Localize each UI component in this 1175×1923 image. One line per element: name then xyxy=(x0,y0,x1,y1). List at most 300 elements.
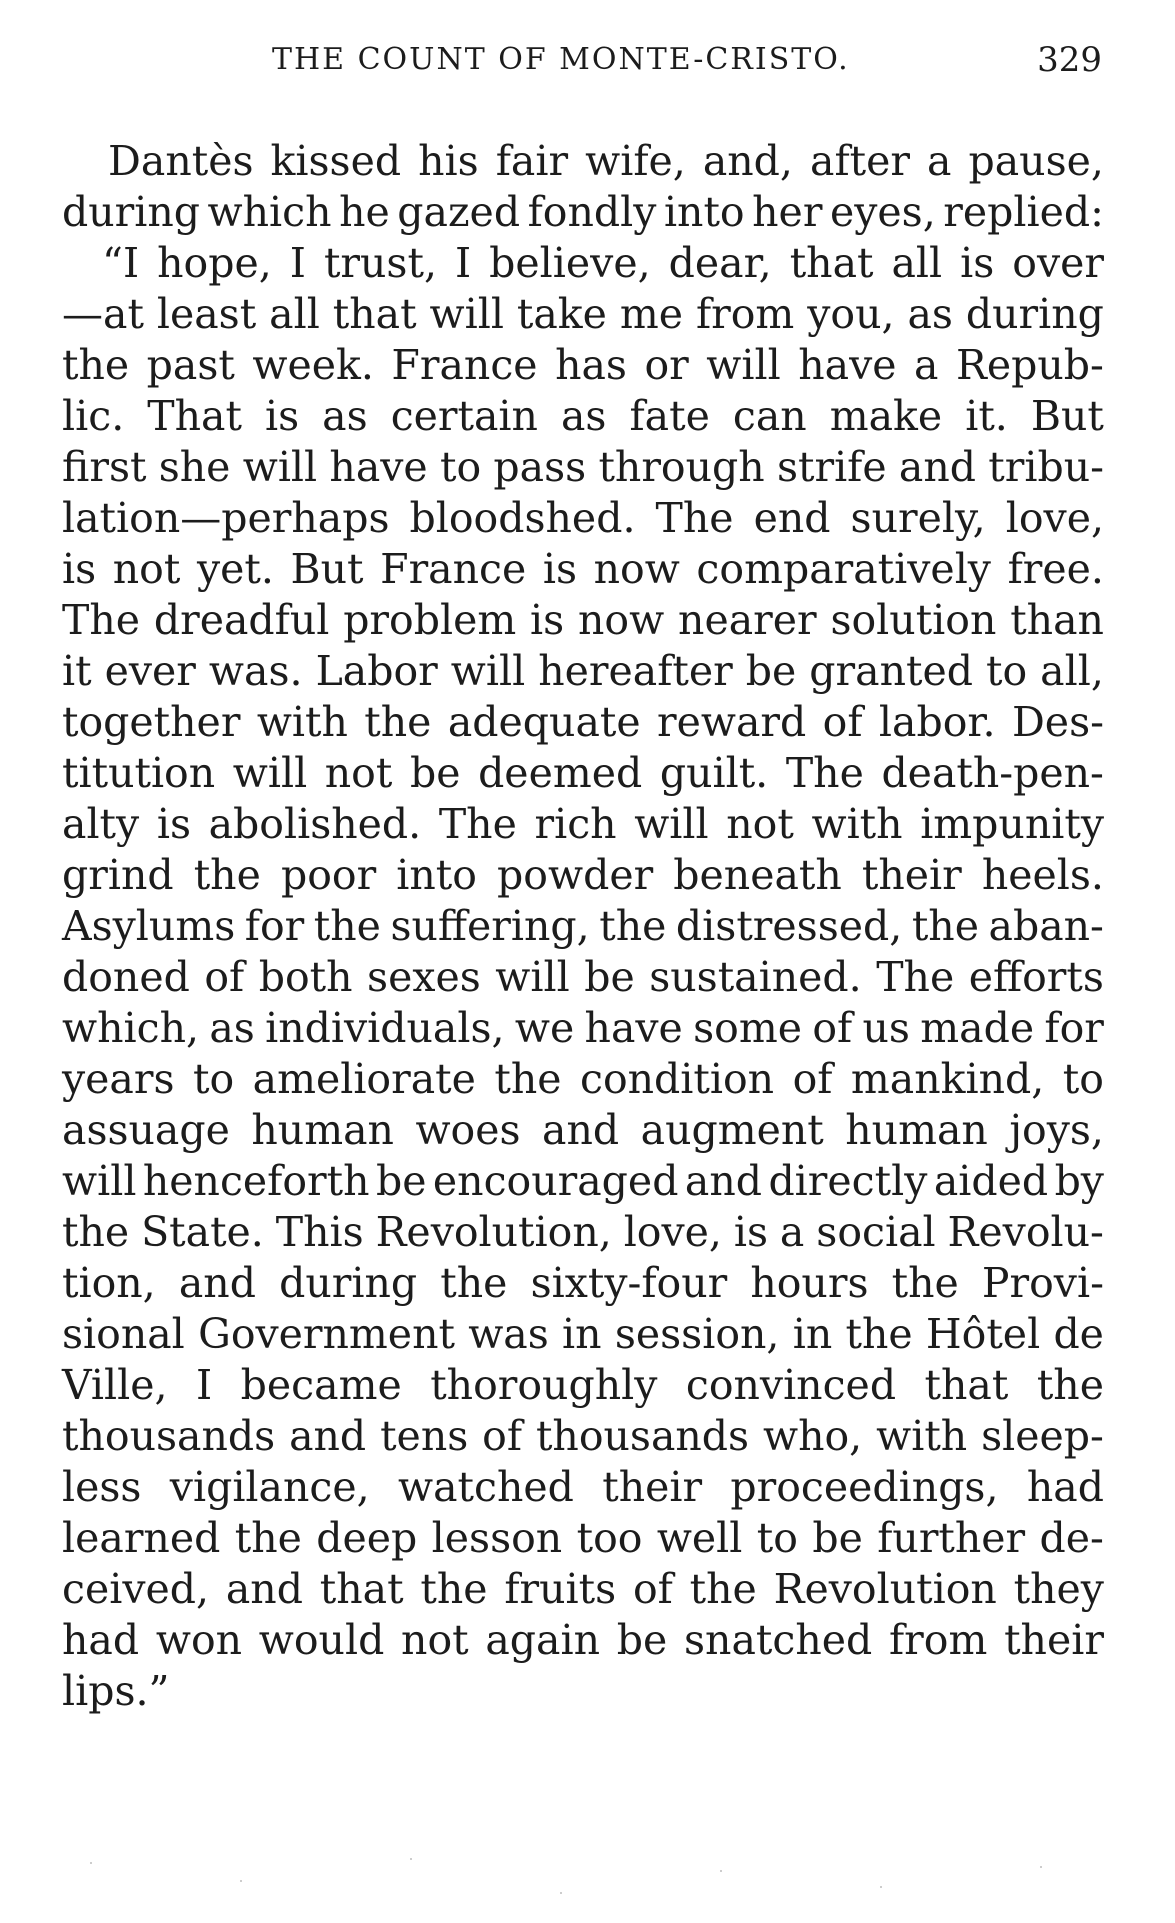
word: rich xyxy=(534,800,617,848)
word: the xyxy=(1036,1361,1104,1409)
word: France xyxy=(391,341,538,389)
word: suffering, xyxy=(390,902,590,950)
word: for xyxy=(244,902,305,950)
word: their xyxy=(861,851,962,899)
word: from xyxy=(888,1616,988,1664)
word: from xyxy=(695,290,795,338)
text-line xyxy=(62,1207,1104,1258)
word: is xyxy=(264,392,300,440)
word: Hôtel xyxy=(925,1310,1041,1358)
word: aban- xyxy=(988,902,1104,950)
word: sexes xyxy=(367,953,481,1001)
word: pause, xyxy=(968,137,1104,185)
word: that xyxy=(924,1361,1009,1409)
text-line xyxy=(62,1003,1104,1054)
word: now xyxy=(578,596,665,644)
word: I xyxy=(454,239,472,287)
word: the xyxy=(62,1208,130,1256)
word: too xyxy=(576,1514,643,1562)
text-line xyxy=(62,391,1104,442)
text-line xyxy=(62,1513,1104,1564)
word: eyes, xyxy=(829,188,936,236)
word: the xyxy=(911,902,979,950)
word: The xyxy=(62,596,141,644)
text-line xyxy=(62,1258,1104,1309)
text-line xyxy=(62,901,1104,952)
word: Revolu- xyxy=(947,1208,1104,1256)
word: make xyxy=(829,392,943,440)
word: he xyxy=(339,188,390,236)
word: beneath xyxy=(673,851,842,899)
word: tribu- xyxy=(988,443,1104,491)
word: hours xyxy=(750,1259,869,1307)
word: love, xyxy=(623,1208,722,1256)
word: will xyxy=(495,953,570,1001)
word: further xyxy=(877,1514,1026,1562)
word: will xyxy=(450,647,526,695)
word: together xyxy=(62,698,241,746)
word: powder xyxy=(497,851,654,899)
word: session, xyxy=(614,1310,780,1358)
word: But xyxy=(290,545,364,593)
word: adequate xyxy=(447,698,641,746)
text-line xyxy=(62,850,1104,901)
word: had xyxy=(1026,1463,1104,1511)
paper-speck xyxy=(720,1870,722,1872)
word: of xyxy=(812,1004,853,1052)
word: thoroughly xyxy=(430,1361,658,1409)
word: is xyxy=(62,545,97,593)
word: the xyxy=(364,698,432,746)
word: made xyxy=(920,1004,1035,1052)
word: a xyxy=(927,137,952,185)
word: henceforth xyxy=(142,1157,370,1205)
word: and xyxy=(684,1157,762,1205)
word: now xyxy=(593,545,680,593)
word: the xyxy=(599,902,667,950)
word: of xyxy=(633,1565,673,1613)
word: State. xyxy=(141,1208,264,1256)
word: not xyxy=(726,800,794,848)
word: the xyxy=(62,341,130,389)
word: we xyxy=(514,1004,575,1052)
word: comparatively xyxy=(696,545,991,593)
word: a xyxy=(779,1208,805,1256)
word: The xyxy=(655,494,734,542)
text-line xyxy=(62,136,1104,187)
text-line xyxy=(62,799,1104,850)
word: to xyxy=(439,443,482,491)
running-head xyxy=(62,42,1102,82)
word: gazed xyxy=(397,188,521,236)
word: fair xyxy=(495,137,569,185)
paper-speck xyxy=(410,1858,412,1860)
word: of xyxy=(822,698,863,746)
word: to xyxy=(756,1514,798,1562)
word: hereafter xyxy=(538,647,733,695)
word: the xyxy=(234,1514,302,1562)
word: is xyxy=(542,545,578,593)
word: fruits xyxy=(504,1565,617,1613)
word: as xyxy=(907,290,953,338)
word: have xyxy=(798,341,897,389)
word: bloodshed. xyxy=(409,494,636,542)
word: ceived, xyxy=(62,1565,210,1613)
paper-speck xyxy=(880,1886,882,1888)
paper-speck xyxy=(240,1880,242,1882)
word: The xyxy=(876,953,955,1001)
word: nearer xyxy=(678,596,817,644)
word: yet. xyxy=(196,545,274,593)
running-title: THE COUNT OF MONTE-CRISTO. xyxy=(272,42,850,77)
word: to xyxy=(1062,1055,1104,1103)
word: will xyxy=(706,341,781,389)
word: sleep- xyxy=(981,1412,1104,1460)
word: hope, xyxy=(157,239,272,287)
word: de- xyxy=(1039,1514,1104,1562)
word: to xyxy=(192,1055,235,1103)
word: as xyxy=(560,392,607,440)
word: This xyxy=(275,1208,364,1256)
word: be xyxy=(616,1616,668,1664)
word: dreadful xyxy=(153,596,330,644)
word: will xyxy=(62,1157,137,1205)
word: is xyxy=(530,596,565,644)
word: they xyxy=(1013,1565,1104,1613)
word: The xyxy=(785,749,864,797)
word: Labor xyxy=(315,647,438,695)
word: over xyxy=(1012,239,1104,287)
word: in xyxy=(792,1310,833,1358)
word: impunity xyxy=(920,800,1104,848)
word: Provi- xyxy=(981,1259,1104,1307)
word: least xyxy=(156,290,257,338)
word: all xyxy=(269,290,320,338)
word: and xyxy=(898,443,976,491)
text-line xyxy=(62,1105,1104,1156)
word: I xyxy=(289,239,306,287)
word: thousands xyxy=(62,1412,276,1460)
word: have xyxy=(329,443,428,491)
word: has xyxy=(555,341,627,389)
word: the xyxy=(494,1055,562,1103)
word: assuage xyxy=(62,1106,230,1154)
word: into xyxy=(663,188,745,236)
word: both xyxy=(258,953,353,1001)
word: a xyxy=(914,341,939,389)
word: watched xyxy=(397,1463,574,1511)
word: kissed xyxy=(270,137,402,185)
word: Asylums xyxy=(62,902,236,950)
word: trust, xyxy=(323,239,437,287)
word: and xyxy=(178,1259,256,1307)
word: than xyxy=(1010,596,1104,644)
word: condition xyxy=(580,1055,775,1103)
word: is xyxy=(960,239,995,287)
word: not xyxy=(324,749,393,797)
word: end xyxy=(753,494,831,542)
word: you, xyxy=(807,290,895,338)
word: with xyxy=(811,800,903,848)
word: be xyxy=(584,953,635,1001)
word: to xyxy=(985,647,1028,695)
word: us xyxy=(862,1004,910,1052)
word: But xyxy=(1030,392,1104,440)
word: lic. xyxy=(62,392,125,440)
word: That xyxy=(147,392,242,440)
word: years xyxy=(62,1055,175,1103)
word: “I xyxy=(102,239,140,287)
word: was. xyxy=(208,647,303,695)
word: the xyxy=(689,1565,757,1613)
word: fondly xyxy=(527,188,657,236)
word: proceedings, xyxy=(730,1463,999,1511)
word: abolished. xyxy=(208,800,422,848)
word: problem xyxy=(343,596,517,644)
body-text xyxy=(62,136,1104,1717)
text-line xyxy=(62,340,1104,391)
page-bottom-margin xyxy=(0,1840,1175,1923)
text-line xyxy=(62,544,1104,595)
word: into xyxy=(396,851,477,899)
word: Ville, xyxy=(62,1361,168,1409)
word: The xyxy=(438,800,517,848)
word: death-pen- xyxy=(881,749,1104,797)
word: it. xyxy=(965,392,1008,440)
text-line xyxy=(62,952,1104,1003)
text-line xyxy=(62,238,1104,289)
word: individuals, xyxy=(265,1004,505,1052)
word: alty xyxy=(62,800,140,848)
word: aided xyxy=(933,1157,1049,1205)
word: she xyxy=(158,443,231,491)
word: again xyxy=(485,1616,601,1664)
word: grind xyxy=(62,851,174,899)
word: me xyxy=(619,290,683,338)
word: dear, xyxy=(668,239,772,287)
text-line xyxy=(62,1054,1104,1105)
word: the xyxy=(440,1259,508,1307)
word: lation—perhaps xyxy=(62,494,390,542)
word: not xyxy=(401,1616,469,1664)
word: with xyxy=(876,1412,968,1460)
text-line xyxy=(62,646,1104,697)
word: woes xyxy=(415,1106,521,1154)
word: the xyxy=(845,1310,913,1358)
word: take xyxy=(516,290,607,338)
text-line xyxy=(62,697,1104,748)
word: convinced xyxy=(685,1361,897,1409)
word: will xyxy=(242,443,318,491)
word: and, xyxy=(702,137,793,185)
word: mankind, xyxy=(850,1055,1045,1103)
word: surely, xyxy=(850,494,986,542)
word: less xyxy=(62,1463,142,1511)
word: will xyxy=(429,290,504,338)
word: and xyxy=(289,1412,367,1460)
word: sional xyxy=(62,1310,185,1358)
word: as xyxy=(322,392,368,440)
word: would xyxy=(258,1616,385,1664)
word: Dantès xyxy=(108,137,254,185)
page-number: 329 xyxy=(1037,40,1102,80)
word: heels. xyxy=(981,851,1104,899)
word: vigilance, xyxy=(169,1463,370,1511)
word: be xyxy=(745,647,797,695)
word: augment xyxy=(640,1106,824,1154)
word: thousands xyxy=(535,1412,750,1460)
word: love, xyxy=(1005,494,1104,542)
word: during xyxy=(965,290,1104,338)
word: first xyxy=(62,443,147,491)
word: tens xyxy=(380,1412,469,1460)
word: human xyxy=(845,1106,988,1154)
word: efforts xyxy=(968,953,1104,1001)
word: or xyxy=(644,341,689,389)
word: through xyxy=(598,443,765,491)
word: believe, xyxy=(489,239,651,287)
word: past xyxy=(146,341,235,389)
word: labor. xyxy=(878,698,996,746)
word: after xyxy=(810,137,910,185)
word: not xyxy=(112,545,181,593)
word: can xyxy=(732,392,807,440)
word: had xyxy=(62,1616,140,1664)
word: which xyxy=(207,188,332,236)
word: of xyxy=(204,953,245,1001)
word: certain xyxy=(390,392,538,440)
word: Revolution xyxy=(773,1565,997,1613)
word: social xyxy=(816,1208,936,1256)
word: that xyxy=(319,1565,404,1613)
word: the xyxy=(420,1565,488,1613)
word: distressed, xyxy=(675,902,903,950)
word: all xyxy=(891,239,943,287)
word: deep xyxy=(316,1514,418,1562)
word: well xyxy=(656,1514,743,1562)
word: I xyxy=(196,1361,213,1409)
word: as xyxy=(209,1004,255,1052)
word: joys, xyxy=(1009,1106,1104,1154)
text-line xyxy=(62,493,1104,544)
word: reward xyxy=(657,698,807,746)
word: solution xyxy=(830,596,997,644)
word: Revolution, xyxy=(375,1208,612,1256)
word: doned xyxy=(62,953,190,1001)
text-line xyxy=(62,748,1104,799)
word: that xyxy=(332,290,417,338)
text-line xyxy=(62,187,1104,238)
text-line xyxy=(62,1564,1104,1615)
word: granted xyxy=(809,647,973,695)
word: the xyxy=(891,1259,959,1307)
word: —at xyxy=(62,290,144,338)
word: their xyxy=(1004,1616,1104,1664)
word: replied: xyxy=(943,188,1104,236)
text-line xyxy=(62,289,1104,340)
word: is xyxy=(733,1208,769,1256)
word: by xyxy=(1054,1157,1104,1205)
word: week. xyxy=(252,341,374,389)
word: won xyxy=(155,1616,243,1664)
word: that xyxy=(789,239,874,287)
word: Repub- xyxy=(956,341,1104,389)
word: which, xyxy=(62,1004,200,1052)
text-line xyxy=(62,1156,1104,1207)
word: during xyxy=(279,1259,418,1307)
word: deemed xyxy=(478,749,643,797)
word: strife xyxy=(776,443,887,491)
word: the xyxy=(313,902,381,950)
word: was xyxy=(468,1310,549,1358)
text-line xyxy=(62,1360,1104,1411)
word: snatched xyxy=(684,1616,873,1664)
paper-speck xyxy=(1040,1866,1042,1868)
paper-speck xyxy=(560,1892,562,1894)
word: during xyxy=(62,188,201,236)
word: will xyxy=(634,800,709,848)
word: Government xyxy=(198,1310,455,1358)
word: lesson xyxy=(431,1514,563,1562)
text-line xyxy=(62,1615,1104,1666)
word: for xyxy=(1044,1004,1104,1052)
text-line: lips.” xyxy=(62,1667,170,1715)
word: with xyxy=(256,698,348,746)
word: Des- xyxy=(1011,698,1104,746)
word: sixty-four xyxy=(530,1259,728,1307)
word: all, xyxy=(1040,647,1104,695)
word: have xyxy=(584,1004,683,1052)
word: wife, xyxy=(585,137,686,185)
word: titution xyxy=(62,749,216,797)
word: be xyxy=(375,1157,427,1205)
word: some xyxy=(693,1004,803,1052)
paper-speck xyxy=(90,1862,92,1864)
word: and xyxy=(225,1565,303,1613)
word: the xyxy=(193,851,261,899)
word: poor xyxy=(280,851,377,899)
word: his xyxy=(418,137,479,185)
word: human xyxy=(251,1106,394,1154)
word: ever xyxy=(104,647,196,695)
word: and xyxy=(542,1106,620,1154)
word: of xyxy=(792,1055,833,1103)
word: sustained. xyxy=(649,953,862,1001)
word: of xyxy=(482,1412,523,1460)
word: pass xyxy=(493,443,587,491)
word: be xyxy=(812,1514,863,1562)
word: tion, xyxy=(62,1259,156,1307)
text-line xyxy=(62,1462,1104,1513)
word: will xyxy=(232,749,308,797)
word: free. xyxy=(1007,545,1104,593)
word: guilt. xyxy=(659,749,769,797)
text-line xyxy=(62,442,1104,493)
word: became xyxy=(240,1361,402,1409)
word: is xyxy=(156,800,191,848)
text-line xyxy=(62,595,1104,646)
word: their xyxy=(602,1463,703,1511)
word: fate xyxy=(629,392,710,440)
text-line xyxy=(62,1411,1104,1462)
word: who, xyxy=(763,1412,863,1460)
word: France xyxy=(380,545,527,593)
word: learned xyxy=(62,1514,221,1562)
word: de xyxy=(1053,1310,1104,1358)
text-line xyxy=(62,1309,1104,1360)
word: encouraged xyxy=(432,1157,679,1205)
word: ameliorate xyxy=(252,1055,476,1103)
